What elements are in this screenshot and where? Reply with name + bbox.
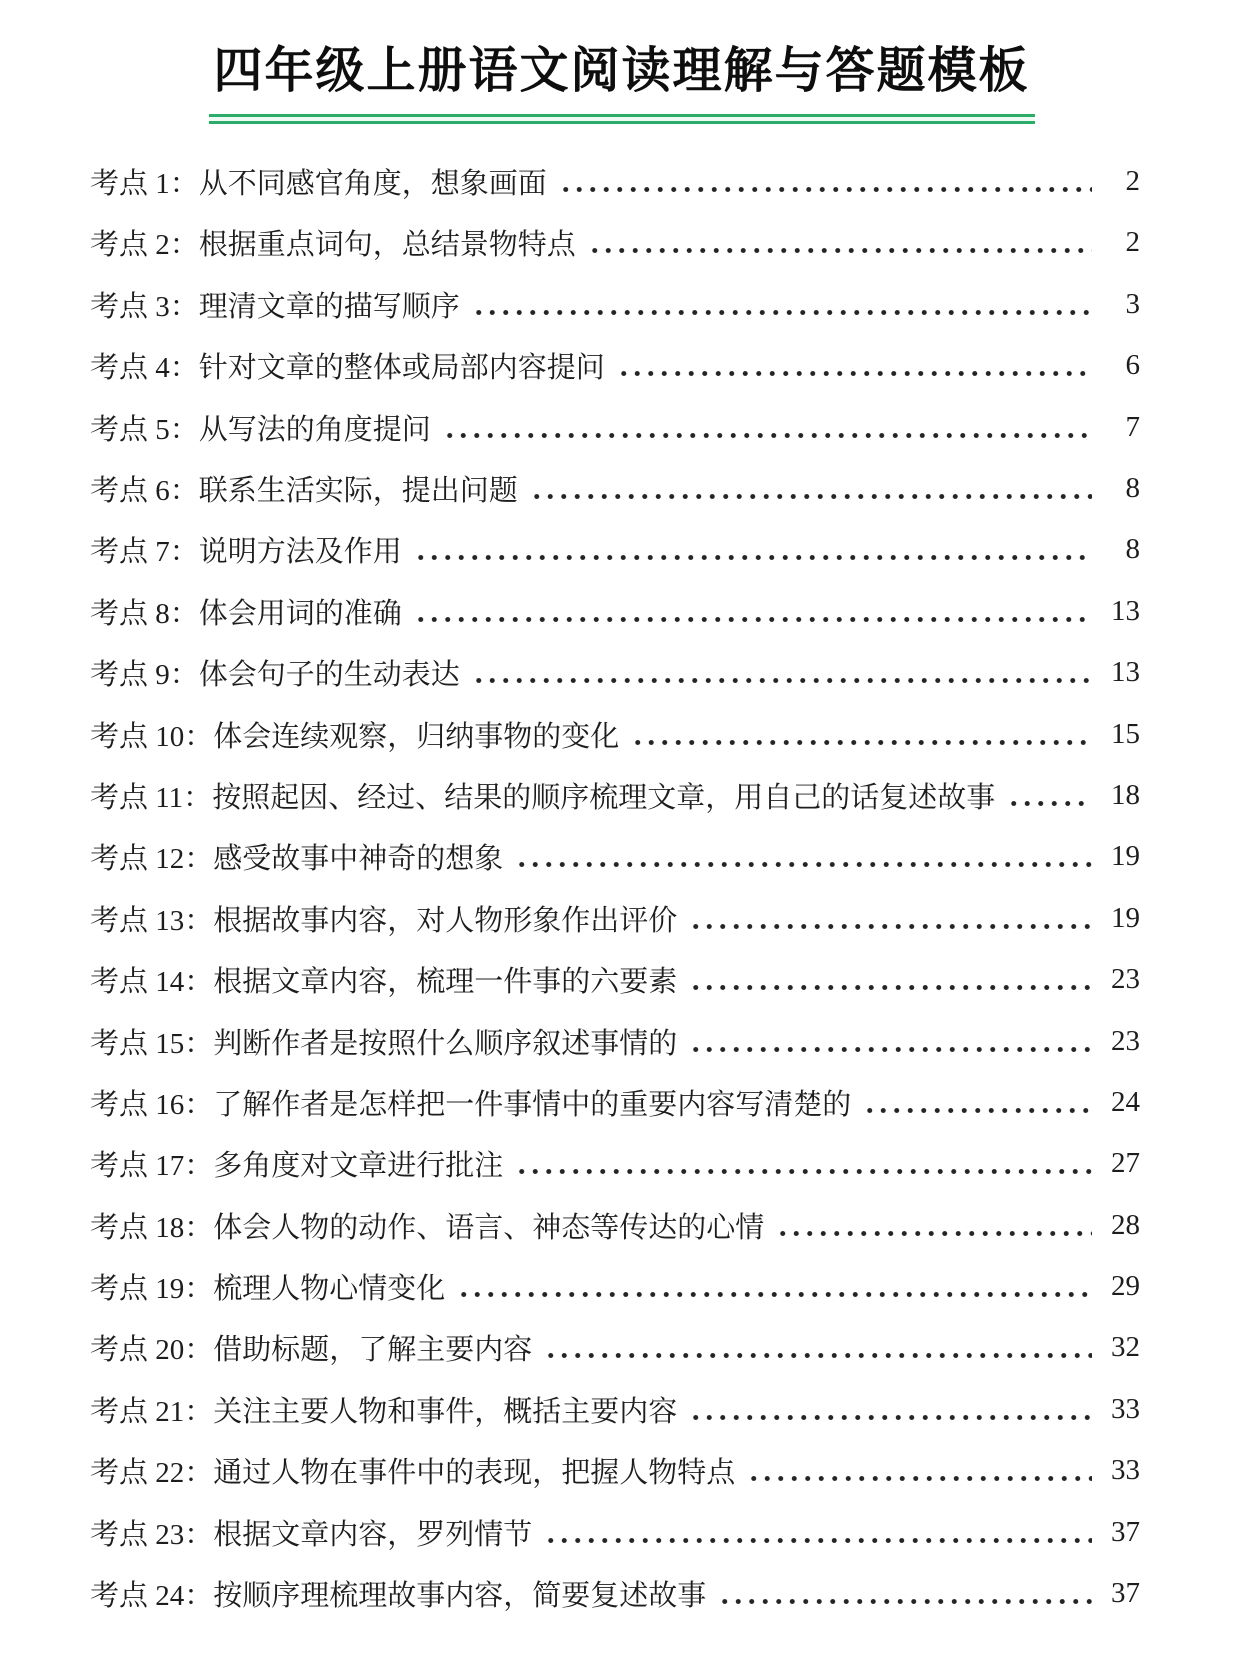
toc-entry xyxy=(90,1563,1140,1624)
toc-entry xyxy=(90,642,1140,703)
toc-entry-title: 说明方法及作用 xyxy=(198,536,402,569)
toc-entry xyxy=(90,519,1140,580)
toc-entry-page-number: 19 xyxy=(1111,840,1140,873)
toc-entry xyxy=(90,1072,1140,1133)
toc-entry-label: 考点 16： xyxy=(90,1088,214,1121)
dot-leader xyxy=(628,738,1092,747)
toc-entry-label: 考点 23： xyxy=(90,1518,214,1551)
toc-list xyxy=(90,151,1140,1624)
toc-entry-label: 考点 19： xyxy=(90,1273,214,1306)
dot-leader xyxy=(715,1597,1092,1606)
toc-entry-label: 考点 24： xyxy=(90,1580,214,1613)
toc-entry-page-number: 23 xyxy=(1111,963,1140,996)
toc-entry xyxy=(90,396,1140,457)
toc-entry-title: 根据文章内容，罗列情节 xyxy=(213,1518,533,1551)
dot-leader xyxy=(686,1045,1092,1054)
toc-entry-title: 通过人物在事件中的表现，把握人物特点 xyxy=(213,1457,736,1490)
toc-entry-title: 梳理人物心情变化 xyxy=(213,1273,446,1306)
toc-entry-title: 从写法的角度提问 xyxy=(198,413,431,446)
toc-entry xyxy=(90,1317,1140,1378)
toc-entry-title: 体会连续观察，归纳事物的变化 xyxy=(213,720,620,753)
toc-entry xyxy=(90,335,1140,396)
toc-entry-page-number: 7 xyxy=(1125,410,1140,443)
toc-entry-label: 考点 12： xyxy=(90,843,214,876)
toc-entry-label: 考点 21： xyxy=(90,1395,214,1428)
dot-leader xyxy=(686,983,1092,992)
toc-entry-title: 理清文章的描写顺序 xyxy=(198,290,460,323)
toc-entry xyxy=(90,703,1140,764)
toc-entry-page-number: 8 xyxy=(1125,472,1140,505)
toc-entry-page-number: 3 xyxy=(1125,287,1140,320)
toc-entry-page-number: 13 xyxy=(1111,594,1140,627)
toc-entry-label: 考点 9： xyxy=(90,659,199,692)
toc-entry-page-number: 23 xyxy=(1111,1024,1140,1057)
dot-leader xyxy=(411,553,1092,562)
toc-entry xyxy=(90,1379,1140,1440)
toc-entry-label: 考点 18： xyxy=(90,1211,214,1244)
toc-entry-page-number: 6 xyxy=(1125,349,1140,382)
toc-entry-title: 联系生活实际，提出问题 xyxy=(198,475,518,508)
toc-entry-title: 按照起因、经过、结果的顺序梳理文章，用自己的话复述故事 xyxy=(212,781,996,814)
dot-leader xyxy=(744,1474,1092,1483)
toc-entry-label: 考点 17： xyxy=(90,1150,214,1183)
toc-entry xyxy=(90,1195,1140,1256)
toc-entry-title: 从不同感官角度，想象画面 xyxy=(198,168,547,201)
toc-entry-label: 考点 13： xyxy=(90,904,214,937)
toc-entry-page-number: 33 xyxy=(1111,1454,1140,1487)
dot-leader xyxy=(686,1413,1092,1422)
toc-entry-page-number: 2 xyxy=(1125,165,1140,198)
dot-leader xyxy=(454,1290,1092,1299)
toc-entry-title: 体会用词的准确 xyxy=(198,597,402,630)
toc-entry xyxy=(90,949,1140,1010)
toc-entry-label: 考点 4： xyxy=(90,352,199,385)
toc-entry xyxy=(90,212,1140,273)
toc-entry-title: 关注主要人物和事件，概括主要内容 xyxy=(213,1395,678,1428)
toc-entry-label: 考点 3： xyxy=(90,290,199,323)
dot-leader xyxy=(512,860,1092,869)
toc-entry-label: 考点 20： xyxy=(90,1334,214,1367)
toc-entry-page-number: 18 xyxy=(1111,778,1140,811)
dot-leader xyxy=(773,1229,1092,1238)
toc-entry-page-number: 28 xyxy=(1111,1208,1140,1241)
page-title: 四年级上册语文阅读理解与答题模板 xyxy=(213,43,1030,98)
dot-leader xyxy=(860,1106,1092,1115)
toc-entry xyxy=(90,274,1140,335)
dot-leader xyxy=(1004,799,1092,808)
toc-entry-label: 考点 15： xyxy=(90,1027,214,1060)
toc-entry-title: 多角度对文章进行批注 xyxy=(213,1150,504,1183)
toc-entry xyxy=(90,1501,1140,1562)
dot-leader xyxy=(686,922,1092,931)
toc-entry-title: 根据文章内容，梳理一件事的六要素 xyxy=(213,966,678,999)
toc-entry-label: 考点 22： xyxy=(90,1457,214,1490)
toc-entry-page-number: 29 xyxy=(1111,1270,1140,1303)
toc-entry-page-number: 27 xyxy=(1111,1147,1140,1180)
dot-leader xyxy=(469,308,1092,317)
toc-entry-label: 考点 11： xyxy=(90,781,213,814)
toc-entry-title: 感受故事中神奇的想象 xyxy=(213,843,504,876)
toc-entry-label: 考点 14： xyxy=(90,966,214,999)
dot-leader xyxy=(469,676,1092,685)
toc-entry-title: 按顺序理梳理故事内容，简要复述故事 xyxy=(213,1580,707,1613)
dot-leader xyxy=(411,615,1092,624)
toc-entry-label: 考点 10： xyxy=(90,720,214,753)
toc-entry-title: 体会句子的生动表达 xyxy=(198,659,460,692)
dot-leader xyxy=(541,1536,1092,1545)
dot-leader xyxy=(585,246,1092,255)
toc-entry-page-number: 37 xyxy=(1111,1515,1140,1548)
dot-leader xyxy=(541,1351,1092,1360)
toc-entry xyxy=(90,826,1140,887)
toc-entry-page-number: 24 xyxy=(1111,1085,1140,1118)
toc-entry-page-number: 15 xyxy=(1111,717,1140,750)
toc-entry-title: 根据故事内容，对人物形象作出评价 xyxy=(213,904,678,937)
toc-entry xyxy=(90,1256,1140,1317)
dot-leader xyxy=(614,369,1092,378)
toc-entry-title: 了解作者是怎样把一件事情中的重要内容写清楚的 xyxy=(213,1088,852,1121)
toc-entry-title: 借助标题，了解主要内容 xyxy=(213,1334,533,1367)
toc-entry-label: 考点 2： xyxy=(90,229,199,262)
toc-entry xyxy=(90,1010,1140,1071)
dot-leader xyxy=(527,492,1092,501)
dot-leader xyxy=(512,1167,1092,1176)
title-underline-rule xyxy=(209,114,1035,124)
toc-entry xyxy=(90,151,1140,212)
toc-entry xyxy=(90,1440,1140,1501)
toc-entry-label: 考点 5： xyxy=(90,413,199,446)
toc-entry xyxy=(90,888,1140,949)
toc-entry-label: 考点 8： xyxy=(90,597,199,630)
toc-entry xyxy=(90,765,1140,826)
toc-entry-page-number: 32 xyxy=(1111,1331,1140,1364)
toc-entry-title: 根据重点词句，总结景物特点 xyxy=(198,229,576,262)
toc-entry-label: 考点 7： xyxy=(90,536,199,569)
toc-entry-page-number: 8 xyxy=(1125,533,1140,566)
dot-leader xyxy=(556,185,1092,194)
toc-entry xyxy=(90,1133,1140,1194)
toc-entry-title: 判断作者是按照什么顺序叙述事情的 xyxy=(213,1027,678,1060)
toc-entry-page-number: 19 xyxy=(1111,901,1140,934)
toc-entry-page-number: 2 xyxy=(1125,226,1140,259)
toc-entry xyxy=(90,458,1140,519)
dot-leader xyxy=(440,431,1092,440)
toc-entry-label: 考点 6： xyxy=(90,475,199,508)
toc-entry xyxy=(90,581,1140,642)
toc-entry-title: 体会人物的动作、语言、神态等传达的心情 xyxy=(213,1211,765,1244)
toc-entry-title: 针对文章的整体或局部内容提问 xyxy=(198,352,605,385)
toc-entry-page-number: 13 xyxy=(1111,656,1140,689)
toc-entry-label: 考点 1： xyxy=(90,168,199,201)
toc-entry-page-number: 33 xyxy=(1111,1392,1140,1425)
toc-entry-page-number: 37 xyxy=(1111,1577,1140,1610)
